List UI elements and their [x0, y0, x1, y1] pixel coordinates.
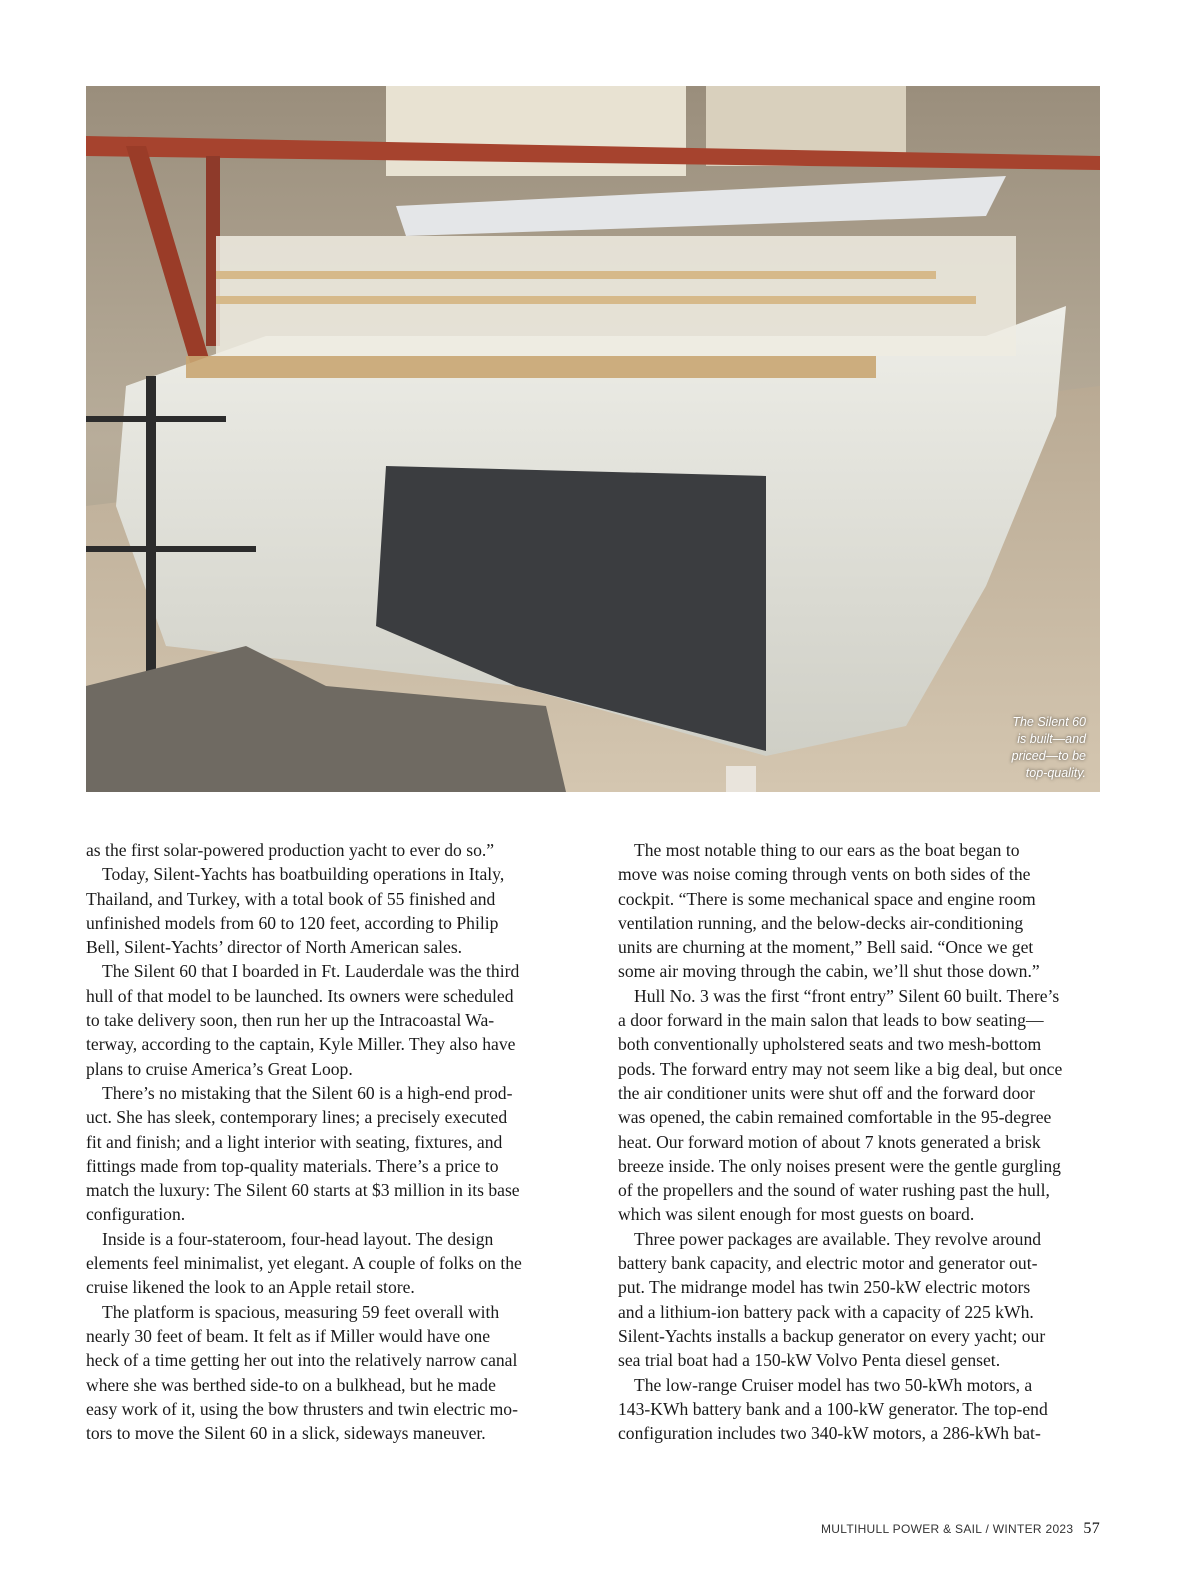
- text-line: nearly 30 feet of beam. It felt as if Miller would have one: [86, 1325, 491, 1346]
- text-line: the air conditioner units were shut off and the forward door: [618, 1082, 1035, 1103]
- text-line: Silent-Yachts installs a backup generator on every yacht; our: [618, 1325, 1046, 1346]
- boat-photo: [86, 86, 1100, 792]
- text-line: match the luxury: The Silent 60 starts at $3 million in its base: [86, 1180, 520, 1201]
- text-line: configuration includes two 340-kW motors, a 286-kWh bat-: [618, 1423, 1041, 1444]
- text-line: some air moving through the cabin, we’ll shut those down.”: [618, 961, 1040, 982]
- text-line: tors to move the Silent 60 in a slick, sideways maneuver.: [86, 1423, 486, 1444]
- text-line: The platform is spacious, measuring 59 feet overall with: [102, 1301, 500, 1322]
- text-line: move was noise coming through vents on both sides of the: [618, 864, 1031, 885]
- text-line: pods. The forward entry may not seem like a big deal, but once: [618, 1058, 1063, 1079]
- text-line: battery bank capacity, and electric motor and generator out-: [618, 1253, 1038, 1274]
- text-line: sea trial boat had a 150-kW Volvo Penta diesel genset.: [618, 1350, 1001, 1371]
- text-line: hull of that model to be launched. Its owners were scheduled: [86, 985, 514, 1006]
- text-line: uct. She has sleek, contemporary lines; a precisely executed: [86, 1107, 508, 1128]
- text-line: heat. Our forward motion of about 7 knots generated a brisk: [618, 1131, 1041, 1152]
- text-line: Three power packages are available. They revolve around: [634, 1228, 1042, 1249]
- text-line: as the first solar-powered production yacht to ever do so.”: [86, 840, 495, 860]
- article-column-left: [86, 838, 568, 1445]
- text-line: elements feel minimalist, yet elegant. A couple of folks on the: [86, 1253, 522, 1274]
- text-line: The low-range Cruiser model has two 50-kWh motors, a: [634, 1374, 1033, 1395]
- text-line: Hull No. 3 was the first “front entry” Silent 60 built. There’s: [634, 985, 1060, 1006]
- photo-caption: The Silent 60 is built—and priced—to be top-quality.: [1011, 715, 1086, 780]
- text-line: to take delivery soon, then run her up the Intracoastal Wa-: [86, 1010, 495, 1031]
- text-line: ventilation running, and the below-decks air-conditioning: [618, 912, 1024, 933]
- text-line: was opened, the cabin remained comfortable in the 95-degree: [618, 1107, 1052, 1128]
- page-number: 57: [1083, 1520, 1100, 1537]
- text-line: easy work of it, using the bow thrusters and twin electric mo-: [86, 1398, 518, 1419]
- text-line: a door forward in the main salon that leads to bow seating—: [618, 1010, 1044, 1031]
- text-line: configuration.: [86, 1204, 186, 1225]
- page-footer: [821, 1520, 1100, 1538]
- text-line: fit and finish; and a light interior with seating, fixtures, and: [86, 1131, 503, 1152]
- boat-photo-illustration: [86, 86, 1100, 792]
- text-line: There’s no mistaking that the Silent 60 is a high-end prod-: [102, 1082, 513, 1103]
- publication-name: MULTIHULL POWER & SAIL / WINTER 2023: [820, 1522, 1074, 1536]
- text-line: fittings made from top-quality materials. There’s a price to: [86, 1155, 499, 1176]
- text-line: Bell, Silent-Yachts’ director of North American sales.: [86, 937, 463, 958]
- text-line: of the propellers and the sound of water rushing past the hull,: [618, 1180, 1050, 1201]
- text-line: cruise likened the look to an Apple retail store.: [86, 1277, 415, 1298]
- text-line: and a lithium-ion battery pack with a capacity of 225 kWh.: [618, 1301, 1034, 1322]
- text-line: breeze inside. The only noises present were the gentle gurgling: [618, 1155, 1061, 1176]
- text-line: put. The midrange model has twin 250-kW electric motors: [618, 1277, 1031, 1298]
- text-line: plans to cruise America’s Great Loop.: [86, 1058, 353, 1079]
- text-line: The Silent 60 that I boarded in Ft. Lauderdale was the third: [102, 961, 520, 982]
- text-line: Inside is a four-stateroom, four-head layout. The design: [102, 1228, 494, 1249]
- text-line: unfinished models from 60 to 120 feet, according to Philip: [86, 912, 499, 933]
- text-line: terway, according to the captain, Kyle Miller. They also have: [86, 1034, 516, 1055]
- text-line: cockpit. “There is some mechanical space and engine room: [618, 888, 1036, 909]
- text-line: both conventionally upholstered seats and two mesh-bottom: [618, 1034, 1042, 1055]
- text-line: The most notable thing to our ears as the boat began to: [634, 840, 1020, 860]
- text-line: Today, Silent-Yachts has boatbuilding operations in Italy,: [102, 864, 505, 885]
- text-line: which was silent enough for most guests on board.: [618, 1204, 975, 1225]
- text-line: 143-KWh battery bank and a 100-kW generator. The top-end: [618, 1398, 1048, 1419]
- text-line: Thailand, and Turkey, with a total book of 55 finished and: [86, 888, 496, 909]
- text-line: heck of a time getting her out into the relatively narrow canal: [86, 1350, 518, 1371]
- text-line: units are churning at the moment,” Bell said. “Once we get: [618, 937, 1034, 958]
- article-column-right: [618, 838, 1100, 1445]
- text-line: where she was berthed side-to on a bulkhead, but he made: [86, 1374, 496, 1395]
